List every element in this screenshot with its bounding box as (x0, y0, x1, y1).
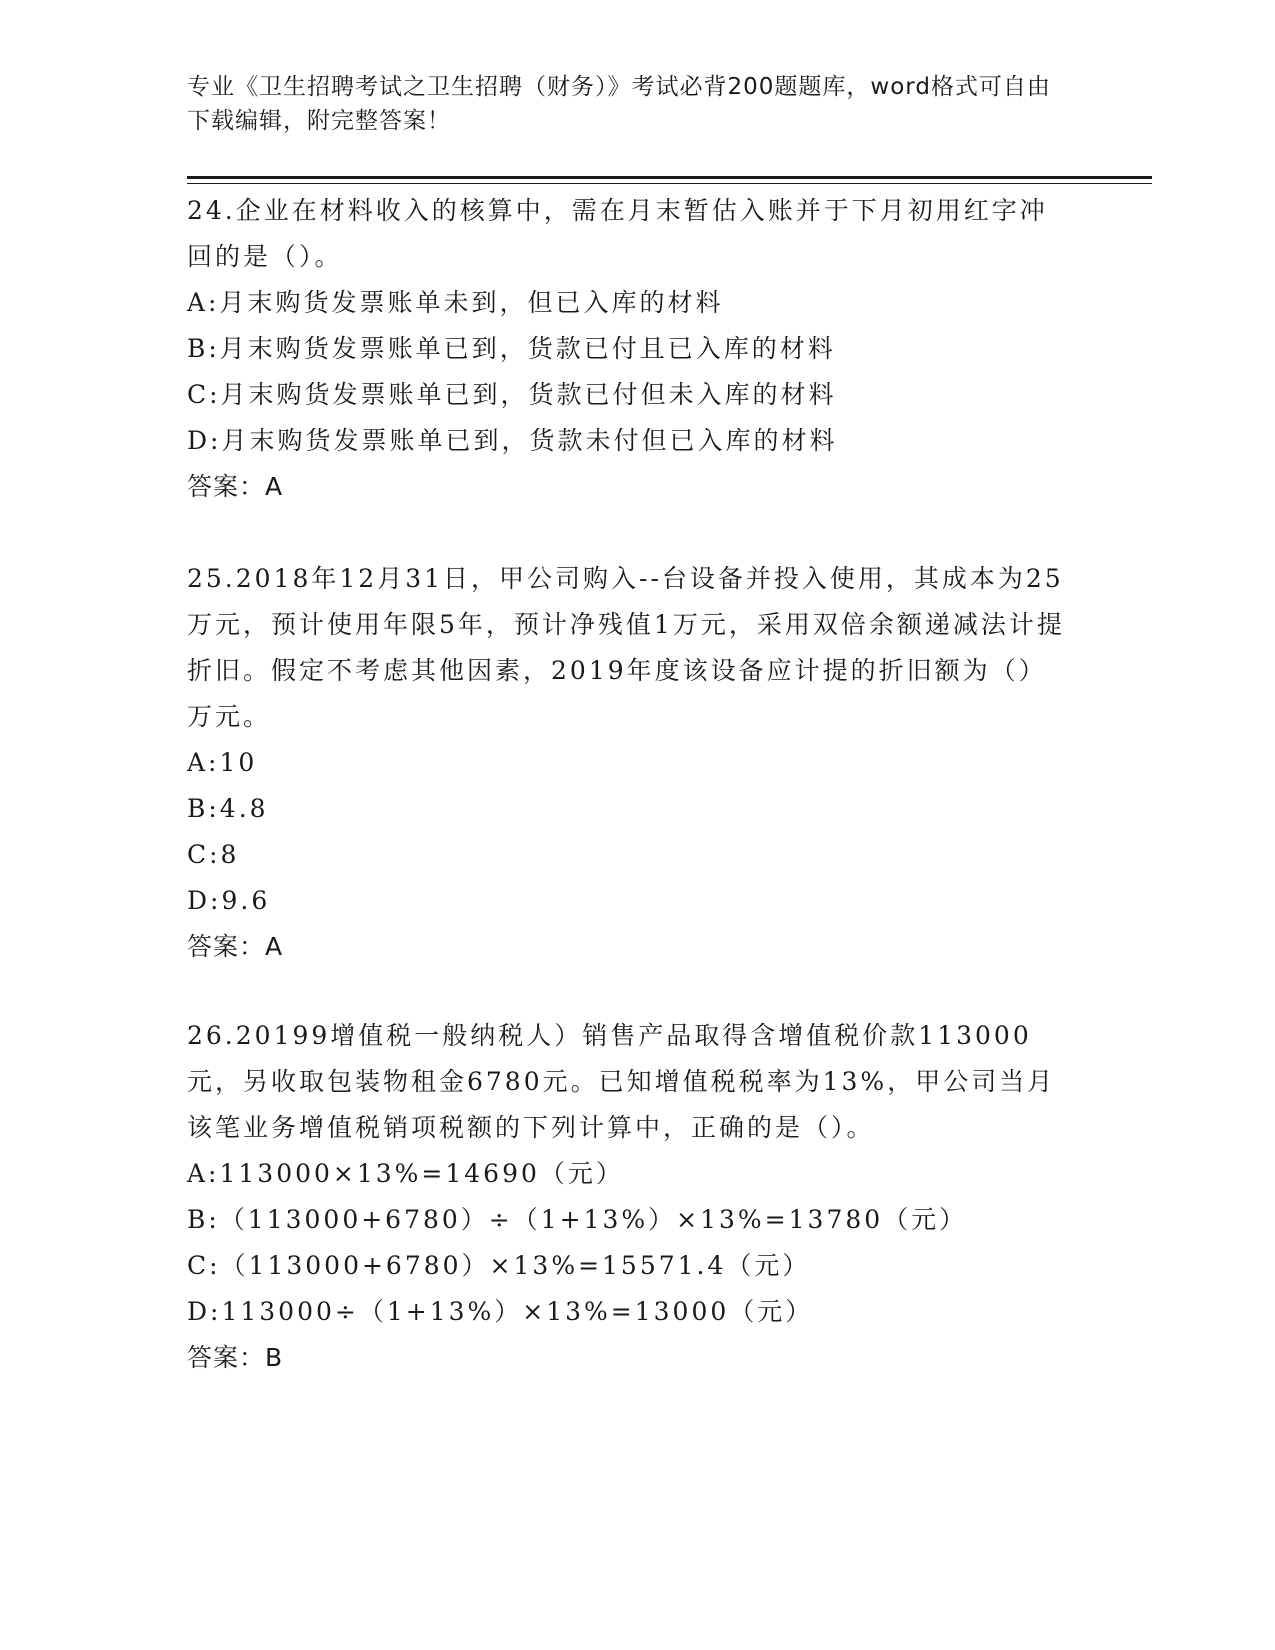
question-26 (187, 1013, 1067, 1381)
header-divider-thick (187, 176, 1152, 179)
question-25 (187, 556, 1067, 970)
option-b: B:4.8 (187, 794, 269, 823)
answer: 答案：A (187, 472, 284, 501)
question-stem: 24.企业在材料收入的核算中，需在月末暂估入账并于下月初用红字冲回的是（）。 (187, 196, 1048, 271)
question-stem: 26.20199增值税一般纳税人）销售产品取得含增值税价款113000元，另收取包装物租金6780元。已知增值税税率为13%，甲公司当月该笔业务增值税销项税额的下列计算中，正确的是（）。 (187, 1021, 1056, 1142)
answer: 答案：B (187, 1343, 284, 1372)
option-d: D:113000÷（1+13%）×13%=13000（元） (187, 1297, 814, 1326)
option-c: C:8 (187, 840, 240, 869)
header-divider-thin (187, 183, 1152, 184)
question-24 (187, 188, 1067, 510)
option-a: A:10 (187, 748, 258, 777)
option-b: B:月末购货发票账单已到，货款已付且已入库的材料 (187, 334, 836, 363)
document-header: 专业《卫生招聘考试之卫生招聘（财务）》考试必背200题题库，word格式可自由下载编辑，附完整答案！ (187, 74, 1051, 134)
answer: 答案：A (187, 932, 284, 961)
question-stem: 25.2018年12月31日，甲公司购入--台设备并投入使用，其成本为25万元，预计使用年限5年，预计净残值1万元，采用双倍余额递减法计提折旧。假定不考虑其他因素，2019年度该设备应计提的折旧额为（）万元。 (187, 564, 1065, 731)
option-b: B:（113000+6780）÷（1+13%）×13%=13780（元） (187, 1205, 968, 1234)
option-d: D:月末购货发票账单已到，货款未付但已入库的材料 (187, 426, 838, 455)
option-a: A:月末购货发票账单未到，但已入库的材料 (187, 288, 724, 317)
option-c: C:月末购货发票账单已到，货款已付但未入库的材料 (187, 380, 837, 409)
option-a: A:113000×13%=14690（元） (187, 1159, 624, 1188)
option-c: C:（113000+6780）×13%=15571.4（元） (187, 1251, 811, 1280)
option-d: D:9.6 (187, 886, 271, 915)
